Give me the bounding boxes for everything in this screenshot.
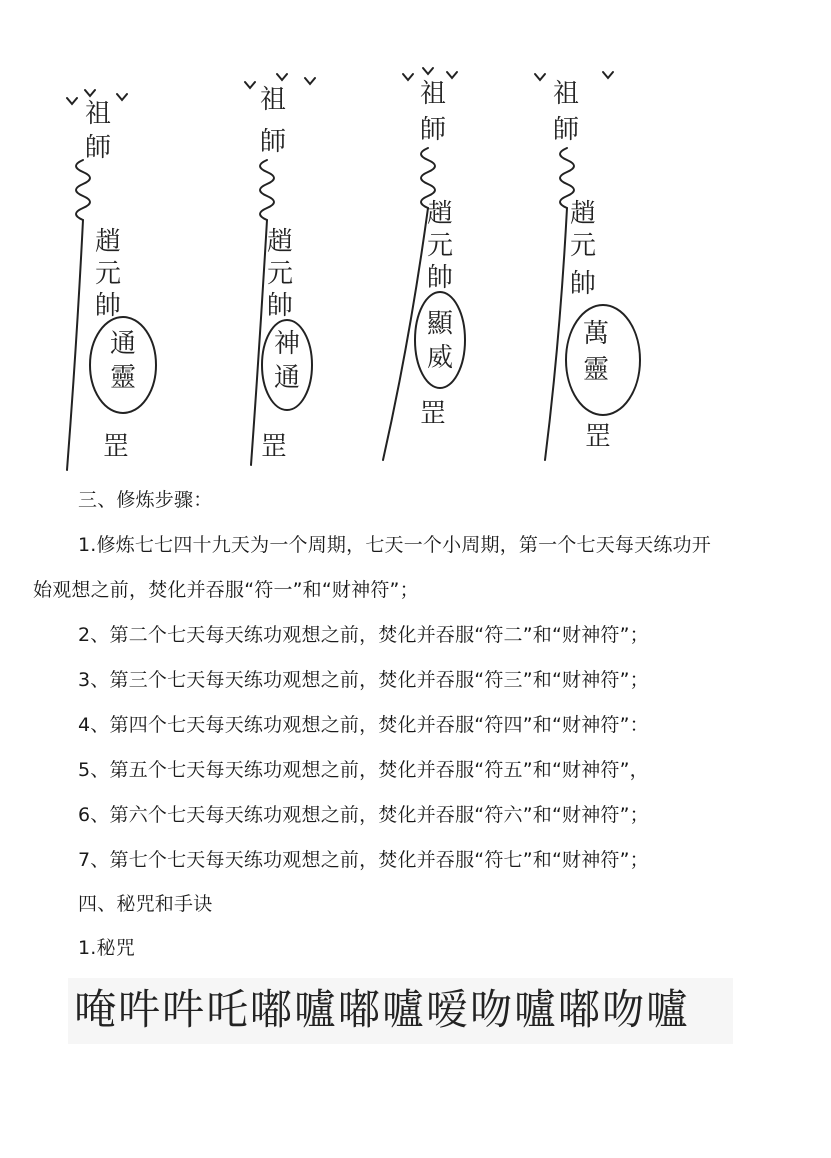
mantra-drawing (68, 978, 733, 1044)
svg-text:師: 師 (85, 133, 112, 163)
svg-text:祖: 祖 (420, 79, 447, 109)
step-1-line-2: 始观想之前，焚化并吞服“符一”和“财神符”； (33, 579, 419, 601)
svg-text:帥: 帥 (267, 291, 294, 321)
step-1-line-1: 1.修炼七七四十九天为一个周期，七天一个小周期，第一个七天每天练功开 (78, 534, 711, 556)
subheading-mantra: 1.秘咒 (78, 937, 135, 959)
svg-text:元: 元 (570, 231, 597, 261)
svg-text:萬: 萬 (583, 319, 610, 349)
svg-text:元: 元 (267, 259, 294, 289)
section-heading-3: 三、修炼步骤： (78, 489, 213, 511)
svg-text:師: 師 (260, 127, 287, 157)
step-6: 6、第六个七天每天练功观想之前，焚化并吞服“符六”和“财神符”； (78, 804, 649, 826)
step-2: 2、第二个七天每天练功观想之前，焚化并吞服“符二”和“财神符”； (78, 624, 649, 646)
svg-text:祖: 祖 (85, 99, 112, 129)
svg-text:靈: 靈 (110, 363, 137, 393)
talisman-drawing (55, 60, 675, 480)
step-4: 4、第四个七天每天练功观想之前，焚化并吞服“符四”和“财神符”： (78, 714, 649, 736)
svg-text:罡: 罡 (420, 399, 447, 429)
svg-text:趙: 趙 (427, 199, 454, 229)
svg-text:師: 師 (553, 115, 580, 145)
svg-text:祖: 祖 (260, 85, 287, 115)
svg-text:元: 元 (95, 259, 122, 289)
svg-text:趙: 趙 (570, 199, 597, 229)
svg-text:帥: 帥 (95, 291, 122, 321)
svg-text:帥: 帥 (427, 263, 454, 293)
svg-text:元: 元 (427, 231, 454, 261)
section-heading-4: 四、秘咒和手诀 (78, 893, 213, 915)
svg-text:罡: 罡 (103, 432, 130, 462)
step-3: 3、第三个七天每天练功观想之前，焚化并吞服“符三”和“财神符”； (78, 669, 649, 691)
svg-text:顯: 顯 (427, 309, 454, 339)
svg-text:趙: 趙 (95, 227, 122, 257)
svg-text:威: 威 (427, 343, 454, 373)
svg-text:師: 師 (420, 115, 447, 145)
mantra-text: 唵吽吽吒嘟嚧嘟嚧嗳吻嚧嘟吻嚧 (74, 985, 691, 1034)
svg-text:祖: 祖 (553, 79, 580, 109)
svg-text:罡: 罡 (261, 432, 288, 462)
mantra-handwriting (68, 978, 733, 1044)
svg-text:靈: 靈 (583, 355, 610, 385)
svg-text:通: 通 (110, 329, 137, 359)
talisman-figures (55, 60, 675, 480)
step-5: 5、第五个七天每天练功观想之前，焚化并吞服“符五”和“财神符”， (78, 759, 649, 781)
step-7: 7、第七个七天每天练功观想之前，焚化并吞服“符七”和“财神符”； (78, 849, 649, 871)
svg-text:神: 神 (274, 329, 301, 359)
svg-text:帥: 帥 (570, 269, 597, 299)
svg-text:趙: 趙 (267, 227, 294, 257)
svg-text:通: 通 (274, 363, 301, 393)
svg-text:罡: 罡 (585, 422, 612, 452)
